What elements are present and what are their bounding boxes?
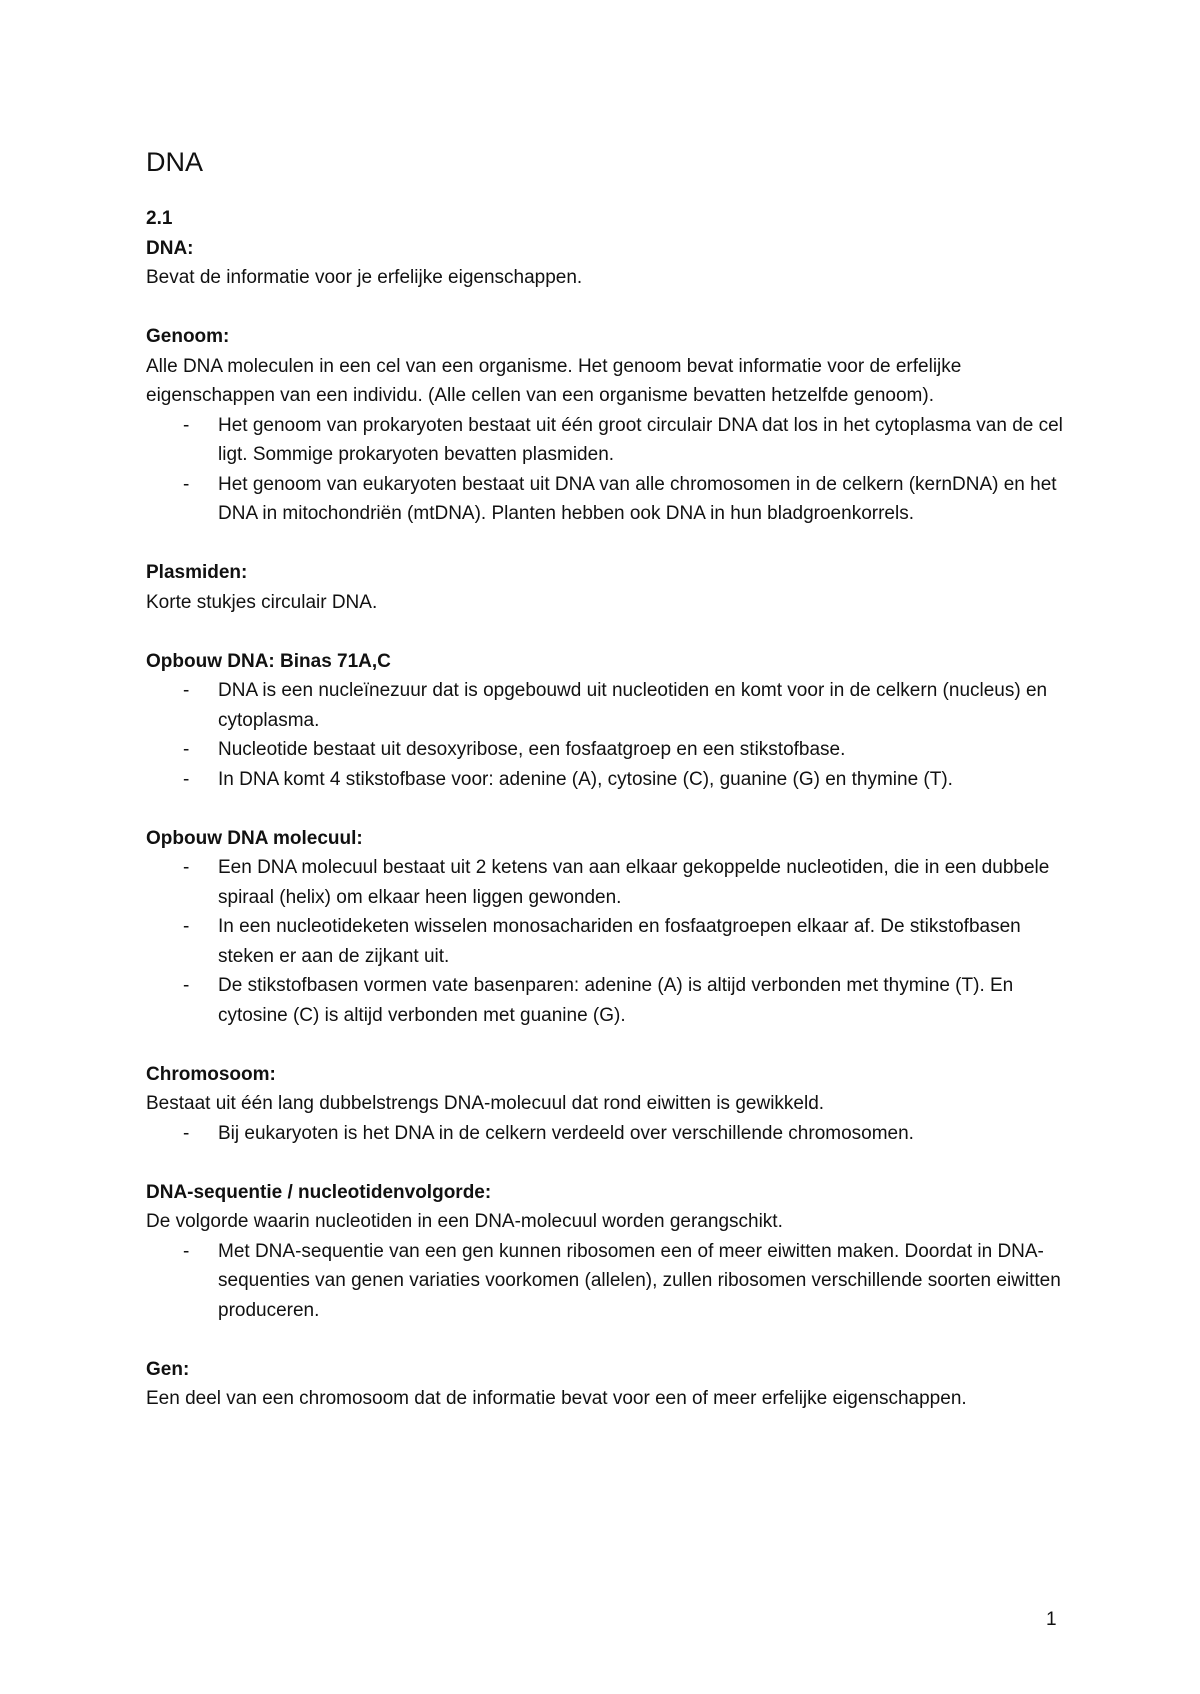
bullet-item xyxy=(146,735,1066,765)
bullet-marker: - xyxy=(183,414,190,436)
bullet-list xyxy=(146,676,1066,794)
bullet-marker: - xyxy=(183,1240,190,1262)
section-number: 2.1 xyxy=(146,208,173,229)
bullet-text: DNA is een nucleïnezuur dat is opgebouwd uit nucleotiden en komt voor in de celkern (nucleus) en cytoplasma. xyxy=(218,680,1048,731)
section-term: Opbouw DNA: Binas 71A,C xyxy=(146,650,391,672)
bullet-marker: - xyxy=(183,768,190,790)
section xyxy=(146,1178,1066,1326)
bullet-item xyxy=(146,1237,1066,1326)
section-term: DNA-sequentie / nucleotidenvolgorde: xyxy=(146,1181,492,1203)
section-term: Genoom: xyxy=(146,326,230,347)
bullet-item xyxy=(146,853,1066,912)
section xyxy=(146,647,1066,795)
bullet-marker: - xyxy=(183,680,190,701)
bullet-item xyxy=(146,1119,1066,1149)
section-definition: Korte stukjes circulair DNA. xyxy=(146,591,378,613)
section-term: Chromosoom: xyxy=(146,1063,276,1085)
bullet-marker: - xyxy=(183,975,190,996)
bullet-marker: - xyxy=(183,916,190,937)
section xyxy=(146,1060,1066,1149)
document-page xyxy=(146,142,1066,1443)
bullet-text: Met DNA-sequentie van een gen kunnen ribosomen een of meer eiwitten maken. Doordat in DNA-sequenties van genen variaties voorkomen (allelen), zullen ribosomen verschillende soorten eiwitten produceren. xyxy=(218,1240,1061,1321)
document-title: DNA xyxy=(146,147,204,177)
section-definition: Een deel van een chromosoom dat de informatie bevat voor een of meer erfelijke eigenschappen. xyxy=(146,1388,967,1409)
section xyxy=(146,234,1066,293)
bullet-text: Bij eukaryoten is het DNA in de celkern verdeeld over verschillende chromosomen. xyxy=(218,1122,914,1144)
bullet-list xyxy=(146,1237,1066,1326)
bullet-item xyxy=(146,676,1066,735)
section-term: Opbouw DNA molecuul: xyxy=(146,827,363,849)
section-definition: Bestaat uit één lang dubbelstrengs DNA-molecuul dat rond eiwitten is gewikkeld. xyxy=(146,1093,825,1114)
bullet-text: De stikstofbasen vormen vate basenparen: adenine (A) is altijd verbonden met thymine (T). En cytosine (C) is altijd verbonden met guanine (G). xyxy=(218,975,1014,1026)
bullet-list xyxy=(146,411,1066,529)
bullet-marker: - xyxy=(183,739,190,760)
bullet-marker: - xyxy=(183,857,190,878)
section-term: DNA: xyxy=(146,237,194,259)
bullet-item xyxy=(146,765,1066,795)
bullet-text: Het genoom van eukaryoten bestaat uit DNA van alle chromosomen in de celkern (kernDNA) en het DNA in mitochondriën (mtDNA). Planten hebben ook DNA in hun bladgroenkorrels. xyxy=(218,473,1057,524)
section-definition: Alle DNA moleculen in een cel van een organisme. Het genoom bevat informatie voor de erfelijke eigenschappen van een individu. (Alle cellen van een organisme bevatten hetzelfde genoom). xyxy=(146,355,962,406)
section xyxy=(146,322,1066,529)
section-term: Plasmiden: xyxy=(146,562,248,583)
section-term: Gen: xyxy=(146,1358,190,1380)
bullet-item xyxy=(146,912,1066,971)
bullet-text: In een nucleotideketen wisselen monosachariden en fosfaatgroepen elkaar af. De stikstofbasen steken er aan de zijkant uit. xyxy=(218,916,1021,967)
section-definition: Bevat de informatie voor je erfelijke eigenschappen. xyxy=(146,267,583,288)
bullet-text: Een DNA molecuul bestaat uit 2 ketens van aan elkaar gekoppelde nucleotiden, die in een dubbele spiraal (helix) om elkaar heen liggen gewonden. xyxy=(218,857,1050,908)
section-definition: De volgorde waarin nucleotiden in een DNA-molecuul worden gerangschikt. xyxy=(146,1211,783,1232)
bullet-list xyxy=(146,853,1066,1030)
bullet-text: Het genoom van prokaryoten bestaat uit één groot circulair DNA dat los in het cytoplasma van de cel ligt. Sommige prokaryoten bevatten plasmiden. xyxy=(218,414,1063,465)
bullet-item xyxy=(146,971,1066,1030)
section xyxy=(146,824,1066,1031)
bullet-text: Nucleotide bestaat uit desoxyribose, een fosfaatgroep en een stikstofbase. xyxy=(218,739,846,760)
section xyxy=(146,558,1066,617)
sections-container xyxy=(146,234,1066,1414)
bullet-item xyxy=(146,411,1066,470)
bullet-marker: - xyxy=(183,1122,190,1144)
page-number: 1 xyxy=(1046,1609,1057,1630)
bullet-text: In DNA komt 4 stikstofbase voor: adenine (A), cytosine (C), guanine (G) en thymine (T). xyxy=(218,768,953,790)
section xyxy=(146,1355,1066,1414)
bullet-marker: - xyxy=(183,473,190,495)
bullet-item xyxy=(146,470,1066,529)
bullet-list xyxy=(146,1119,1066,1149)
